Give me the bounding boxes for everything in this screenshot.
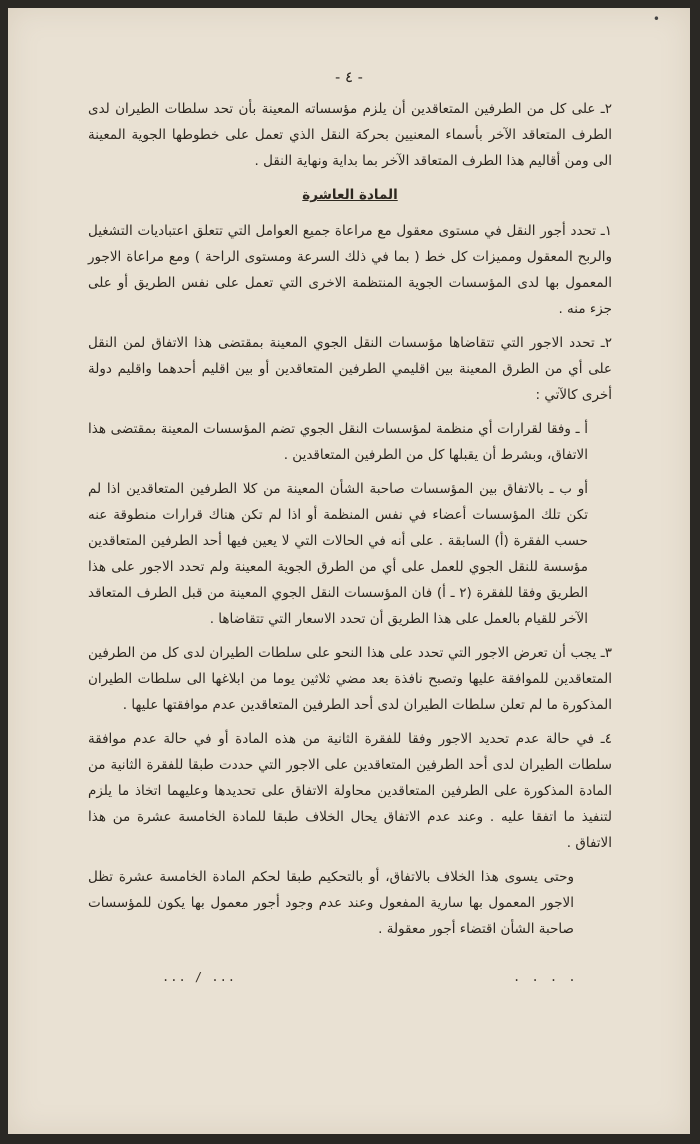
paragraph-final: وحتى يسوى هذا الخلاف بالاتفاق، أو بالتحكيم طبقا لحكم المادة الخامسة عشرة تظل الاجور المعمول بها سارية المفعول وعند عدم وجود أجور معمول بها يكون للمؤسسات صاحبة الشأن اقتضاء أجور معقولة .: [88, 869, 574, 937]
corner-mark: •: [652, 12, 660, 26]
paragraph-10-3: ٣ـ يجب أن تعرض الاجور التي تحدد على هذا النحو على سلطات الطيران لدى كل من الطرفين المتعاقدين للموافقة عليها وتصبح نافذة بعد مضي ثلاثين يوما من ابلاغها الى سلطات الطيران المذكورة ما لم تعلن سلطات الطيران لدى أحد الطرفين المتعاقدين عدم موافقتها عليها .: [88, 645, 612, 713]
article-heading: المادة العاشرة: [302, 187, 398, 203]
document-page: [8, 8, 690, 1134]
paragraph-10-4: ٤ـ في حالة عدم تحديد الاجور وفقا للفقرة الثانية من هذه المادة أو في حالة عدم موافقة سلطات الطيران لدى أحد الطرفين المتعاقدين على الاجور التي حددت طبقا للفقرة الثانية من المادة المذكورة على الطرفين المتعاقدين محاولة الاتفاق على تحديدها وعليهما اتخاذ ما يلزم لتنفيذ ما اتفقا عليه . وعند عدم الاتفاق يحال الخلاف طبقا للمادة الخامسة عشرة من هذا الاتفاق .: [88, 731, 612, 851]
page-number: - ٤ -: [335, 68, 363, 86]
paragraph-10-2-b: أو ب ـ بالاتفاق بين المؤسسات صاحبة الشأن المعينة من كلا الطرفين المتعاقدين اذا لم تكن تلك المؤسسات أعضاء في نفس المنظمة أو اذا لم تكن هناك قرارات منطوقة عنه حسب الفقرة (أ) السابقة . على أنه في الحالات التي لا يعين فيها أحد الطرفين المتعاقدين مؤسسة للنقل الجوي للعمل على أي من الطرق الجوية المعينة ولم تحدد الاجور على هذا الطريق وفقا للفقرة (٢ ـ أ) فان المؤسسات النقل الجوي المعينة من قبل الطرف المتعاقد الآخر للقيام بالعمل على هذا الطريق أن تحدد الاسعار التي تتقاضاها .: [88, 481, 588, 627]
paragraph-10-2: ٢ـ تحدد الاجور التي تتقاضاها مؤسسات النقل الجوي المعينة بمقتضى هذا الاتفاق لمن النقل على أي من الطرق المعينة بين اقليمي الطرفين المتعاقدين أو بين اقليم أحدهما واقليم دولة أخرى كالآتي :: [88, 335, 612, 403]
paragraph-2: ٢ـ على كل من الطرفين المتعاقدين أن يلزم مؤسساته المعينة بأن تحد سلطات الطيران لدى الطرف المتعاقد الآخر بأسماء المعنيين بحركة النقل الذي تعمل على خطوطها الجوية المعينة الى ومن أقاليم هذا الطرف المتعاقد الآخر بما بداية ونهاية النقل .: [88, 101, 612, 169]
continuation-marker-left: ... / ...: [162, 970, 237, 984]
continuation-marker-right: . . . .: [513, 970, 578, 984]
paragraph-10-2-a: أ ـ وفقا لقرارات أي منظمة لمؤسسات النقل الجوي تضم المؤسسات المعينة بمقتضى هذا الاتفاق، وبشرط أن يقبلها كل من الطرفين المتعاقدين .: [88, 421, 588, 463]
document-body: [88, 96, 612, 950]
paragraph-10-1: ١ـ تحدد أجور النقل في مستوى معقول مع مراعاة جميع العوامل التي تتعلق اعتباديات التشغيل والربح المعقول ومميزات كل خط ( بما في ذلك السرعة ومستوى الراحة ) ومع مراعاة الاجور المعمول بها لدى المؤسسات الجوية المنتظمة الاخرى التي تعمل على نفس الطريق أو على جزء منه .: [88, 223, 612, 317]
